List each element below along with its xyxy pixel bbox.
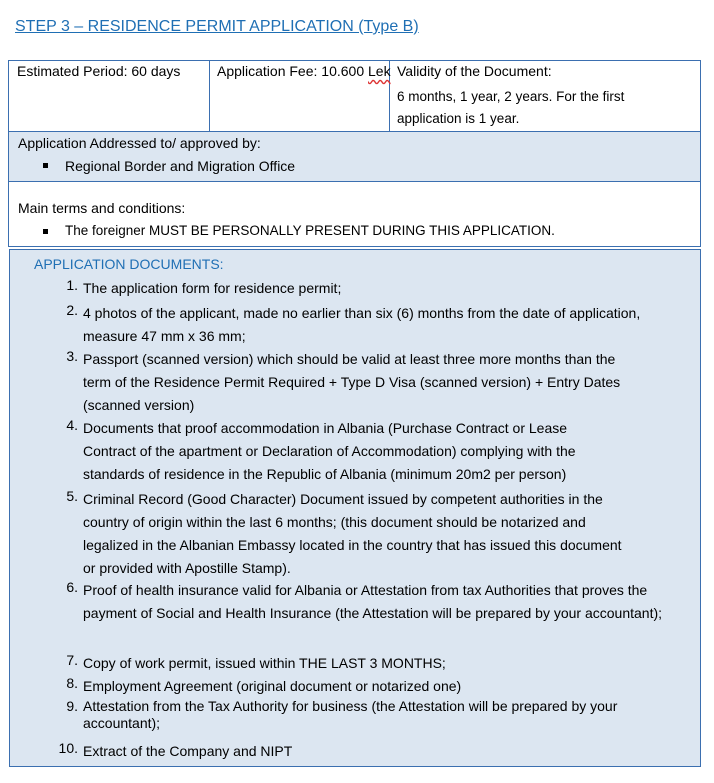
approved-by-item: Regional Border and Migration Office: [65, 158, 296, 174]
item-text: The application form for residence permit;: [83, 280, 342, 296]
terms-item: The foreigner MUST BE PERSONALLY PRESENT DURING THIS APPLICATION.: [65, 223, 555, 238]
approved-by-section: [8, 131, 701, 182]
item-number: 8.: [66, 675, 78, 691]
item-text: Copy of work permit, issued within THE LAST 3 MONTHS;: [83, 655, 446, 671]
application-documents-section: [9, 249, 701, 767]
item-text: Extract of the Company and NIPT: [83, 743, 293, 759]
item-number: 10.: [58, 740, 78, 756]
item-number: 7.: [66, 652, 78, 668]
item-text: 4 photos of the applicant, made no earlier than six (6) months from the date of application, measure 47 mm x 36 mm;: [83, 305, 641, 344]
item-text: Documents that proof accommodation in Albania (Purchase Contract or Lease Contract of the apartment or Declaration of Accommodation) complying with the standards of residence in the Republic of Albania (minimum 20m2 per person): [83, 420, 576, 482]
estimated-period-cell: [9, 61, 210, 131]
item-number: 1.: [66, 277, 78, 293]
application-fee-cell: [209, 61, 390, 131]
fee-currency: Lek: [368, 63, 391, 79]
terms-section: [8, 181, 701, 247]
fee-amount: Application Fee: 10.600: [217, 63, 368, 79]
item-text: Criminal Record (Good Character) Document issued by competent authorities in the country of origin within the last 6 months; (this document should be notarized and legalized in the Albanian Embassy located in the country that has issued this document or provided with Apostille Stamp).: [83, 491, 622, 576]
item-number: 4.: [66, 417, 78, 433]
item-number: 2.: [66, 302, 78, 318]
validity-cell: [389, 61, 700, 131]
item-text: Proof of health insurance valid for Albania or Attestation from tax Authorities that proves the payment of Social and Health Insurance (the Attestation will be prepared by your accountant);: [83, 582, 663, 621]
item-number: 6.: [66, 579, 78, 595]
info-table: [8, 60, 701, 132]
item-number: 5.: [66, 488, 78, 504]
bullet-icon: [43, 163, 48, 168]
validity-text: 6 months, 1 year, 2 years. For the first application is 1 year.: [397, 89, 625, 126]
item-text: Attestation from the Tax Authority for business (the Attestation will be prepared by your accountant);: [83, 698, 618, 731]
item-text: Employment Agreement (original document or notarized one): [83, 678, 462, 694]
estimated-period-text: Estimated Period: 60 days: [17, 63, 181, 79]
page-title: STEP 3 – RESIDENCE PERMIT APPLICATION (Type B): [15, 18, 419, 35]
item-text: Passport (scanned version) which should be valid at least three more months than the term of the Residence Permit Required + Type D Visa (scanned version) + Entry Dates (scanned version): [83, 351, 621, 413]
validity-label: Validity of the Document:: [397, 63, 552, 79]
item-number: 9.: [66, 698, 78, 714]
terms-label: Main terms and conditions:: [18, 200, 186, 216]
approved-by-label: Application Addressed to/ approved by:: [18, 135, 261, 151]
bullet-icon: [43, 229, 48, 234]
application-fee-text: [217, 63, 391, 79]
item-number: 3.: [66, 348, 78, 364]
documents-heading: APPLICATION DOCUMENTS:: [34, 256, 224, 272]
